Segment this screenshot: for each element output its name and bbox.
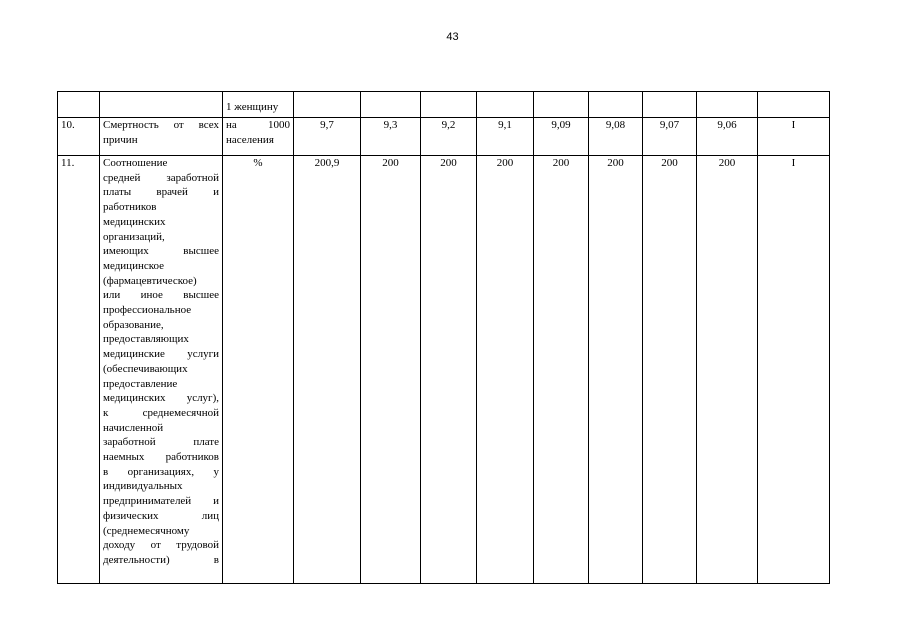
- indicator-cell: [100, 118, 223, 156]
- value-cell: [643, 92, 697, 118]
- value-cell: 200: [697, 156, 758, 584]
- indicator-line: физических лиц: [103, 509, 219, 522]
- indicator-line: (обеспечивающих: [103, 362, 188, 375]
- indicator-cell: [100, 92, 223, 118]
- indicator-line: доходу от трудовой: [103, 539, 219, 552]
- table-row: [58, 118, 830, 156]
- unit-cell: 1 женщину: [223, 92, 294, 118]
- indicator-line: медицинское: [103, 259, 165, 272]
- unit-cell: %: [223, 156, 294, 584]
- indicator-line: (среднемесячному: [103, 524, 190, 537]
- indicator-line: причин: [103, 133, 138, 146]
- indicator-line: Соотношение: [103, 157, 168, 169]
- value-cell: 200,9: [294, 156, 361, 584]
- indicator-line: образование,: [103, 318, 164, 331]
- unit-part: на: [226, 119, 237, 131]
- value-cell: [534, 92, 589, 118]
- unit-part: населения: [226, 133, 274, 146]
- indicator-line: заработной плате: [103, 436, 219, 449]
- value-cell: I: [758, 156, 830, 584]
- indicator-line: в организациях, у: [103, 465, 219, 478]
- indicator-line: деятельности) в: [103, 553, 219, 566]
- value-cell: 200: [589, 156, 643, 584]
- value-cell: [758, 92, 830, 118]
- indicator-line: организаций,: [103, 230, 165, 243]
- value-cell: 200: [534, 156, 589, 584]
- indicator-line: медицинских: [103, 215, 166, 228]
- value-cell: 9,09: [534, 118, 589, 156]
- indicator-line: предоставляющих: [103, 333, 189, 346]
- indicator-line: (фармацевтическое): [103, 274, 197, 287]
- table-row: [58, 92, 830, 118]
- indicator-line: средней заработной: [103, 171, 219, 184]
- indicator-line: или иное высшее: [103, 289, 219, 302]
- indicator-line: наемных работников: [103, 451, 219, 464]
- value-cell: [697, 92, 758, 118]
- row-number-cell: 11.: [58, 156, 100, 584]
- value-cell: 9,07: [643, 118, 697, 156]
- indicator-line: индивидуальных: [103, 480, 183, 493]
- value-cell: [421, 92, 477, 118]
- row-number-cell: 10.: [58, 118, 100, 156]
- value-cell: I: [758, 118, 830, 156]
- value-cell: 9,06: [697, 118, 758, 156]
- page-number: 43: [446, 31, 459, 43]
- value-cell: 200: [477, 156, 534, 584]
- indicator-line: начисленной: [103, 421, 164, 434]
- indicator-line: работников: [103, 201, 157, 214]
- indicator-line: Смертность от всех: [103, 119, 219, 131]
- indicator-line: имеющих высшее: [103, 245, 219, 258]
- unit-part: 1000: [268, 119, 290, 131]
- value-cell: 200: [361, 156, 421, 584]
- value-cell: [294, 92, 361, 118]
- indicator-line: профессиональное: [103, 304, 192, 317]
- value-cell: 200: [643, 156, 697, 584]
- row-number-cell: [58, 92, 100, 118]
- indicators-table: [57, 91, 830, 584]
- value-cell: [361, 92, 421, 118]
- indicator-line: к среднемесячной: [103, 406, 219, 419]
- indicator-text: [103, 156, 219, 568]
- unit-cell: [223, 118, 294, 156]
- value-cell: 200: [421, 156, 477, 584]
- value-cell: 9,2: [421, 118, 477, 156]
- indicator-cell: [100, 156, 223, 584]
- indicator-line: предоставление: [103, 377, 178, 390]
- value-cell: [589, 92, 643, 118]
- indicator-line: медицинских услуг),: [103, 392, 219, 405]
- value-cell: 9,7: [294, 118, 361, 156]
- value-cell: 9,1: [477, 118, 534, 156]
- indicator-line: платы врачей и: [103, 186, 219, 199]
- indicator-line: предпринимателей и: [103, 495, 219, 508]
- table-row: [58, 156, 830, 584]
- indicator-line: медицинские услуги: [103, 348, 219, 361]
- value-cell: 9,3: [361, 118, 421, 156]
- value-cell: 9,08: [589, 118, 643, 156]
- value-cell: [477, 92, 534, 118]
